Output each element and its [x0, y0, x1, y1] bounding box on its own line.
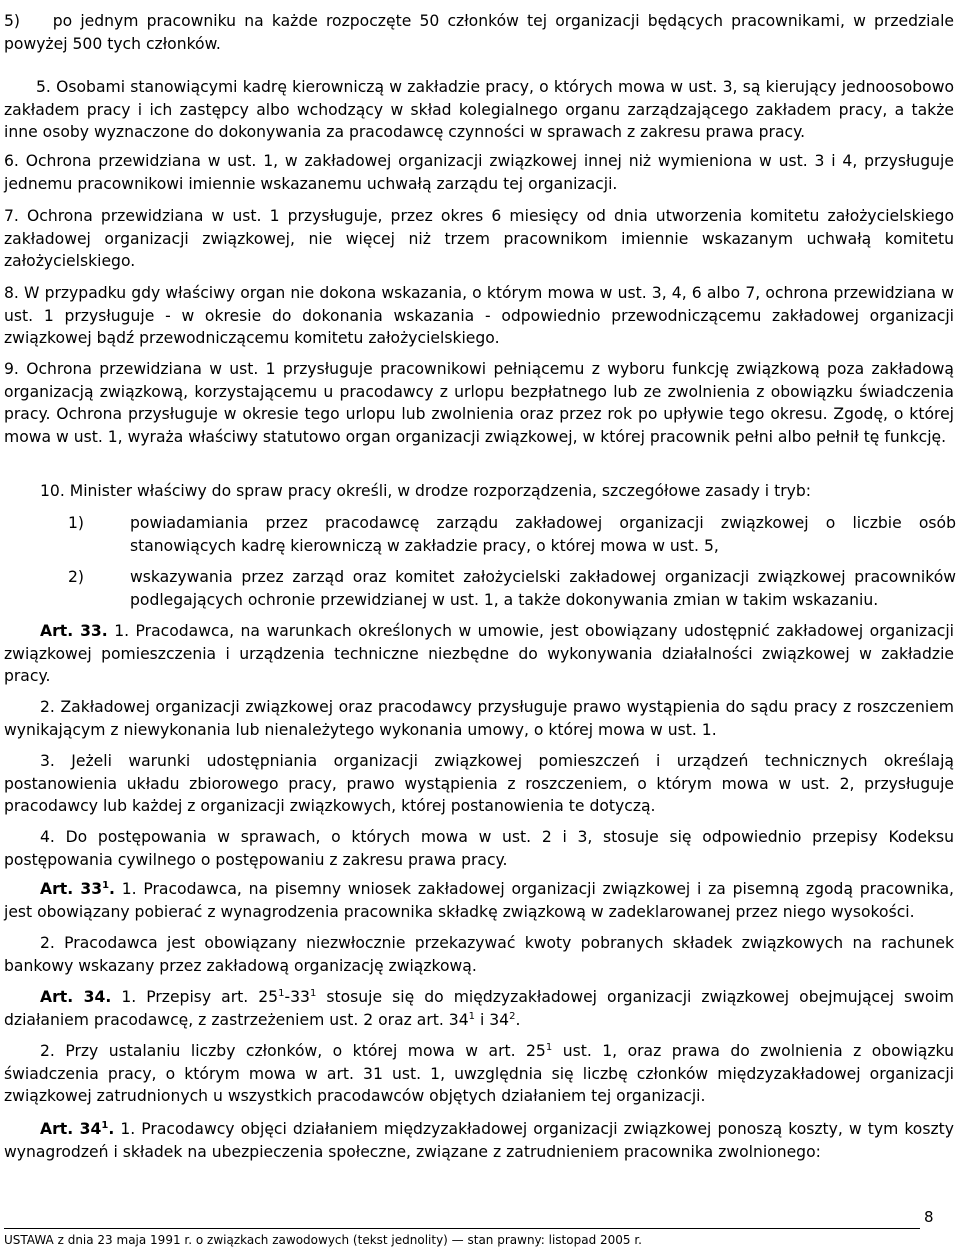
paragraph-art33-1: [4, 620, 954, 688]
paragraph-ust5: [4, 76, 954, 144]
superscript: 1: [545, 1042, 553, 1053]
paragraph-art331-2: [4, 932, 954, 977]
superscript: 1: [468, 1010, 476, 1022]
superscript: 1: [101, 1120, 109, 1131]
paragraph-ust10: [40, 480, 954, 503]
ust10-text: 10. Minister właściwy do spraw pracy określi, w drodze rozporządzenia, szczegółowe zasady i tryb:: [40, 482, 811, 500]
art331-2-text: 2. Pracodawca jest obowiązany niezwłocznie przekazywać kwoty pobranych składek związkowych na rachunek bankowy wskazany przez zakładową organizację związkową.: [4, 934, 954, 975]
art341-heading: [4, 1120, 114, 1138]
list-text: wskazywania przez zarząd oraz komitet założycielski zakładowej organizacji związkowej pracowników podlegających ochronie przewidzianej w ust. 1, a także dokonywania zmian w takim wskazaniu.: [130, 568, 956, 609]
paragraph-art341-1: [4, 1118, 954, 1163]
paragraph-art33-3: [4, 750, 954, 818]
list-text: powiadamiania przez pracodawcę zarządu zakładowej organizacji związkowej o liczbie osób stanowiących kadrę kierowniczą w zakładzie pracy, o której mowa w ust. 5,: [130, 514, 956, 555]
superscript: 1: [309, 988, 317, 999]
art331-label: Art. 33: [40, 880, 103, 898]
superscript: 1: [102, 880, 110, 891]
list-number: 2): [68, 568, 85, 586]
list-number: 1): [68, 514, 85, 532]
art34-1-text-a: 1. Przepisy art. 25: [111, 988, 279, 1006]
paragraph-art33-1-sup-1: [4, 878, 954, 923]
art331-label-end: .: [109, 880, 115, 898]
art33-2-text: 2. Zakładowej organizacji związkowej oraz pracodawcy przysługuje prawo wystąpienia do sądu pracy z roszczeniem wynikającym z niewykonania lub nienależytego wykonania umowy, o której mowa w ust. 1.: [4, 698, 954, 739]
art34-2-text-a: 2. Przy ustalaniu liczby członków, o której mowa w art. 25: [40, 1042, 546, 1060]
item-5-text: 5) po jednym pracowniku na każde rozpoczęte 50 członków tej organizacji będących pracownikami, w przedziale powyżej 500 tych członków.: [4, 12, 954, 53]
art33-4-text: 4. Do postępowania w sprawach, o których mowa w ust. 2 i 3, stosuje się odpowiednio przepisy Kodeksu postępowania cywilnego o postępowaniu z zakresu prawa pracy.: [4, 828, 954, 869]
art331-1-text: 1. Pracodawca, na pisemny wniosek zakładowej organizacji związkowej i za pisemną zgodą pracownika, jest obowiązany pobierać z wynagrodzenia pracownika składkę związkową w zadeklarowanej przez niego wysokości.: [4, 880, 954, 921]
superscript: 1: [278, 988, 285, 999]
art33-3-text: 3. Jeżeli warunki udostępniania organizacji związkowej pomieszczeń i urządzeń technicznych określają postanowienia układu zbiorowego pracy, prawo wystąpienia z roszczeniem, o którym mowa w ust. 2, przysługuje pracodawcy lub każdej z organizacji związkowych, której postanowienia te dotyczą.: [4, 752, 954, 816]
art341-label-end: .: [108, 1120, 115, 1138]
ust10-list-item-1: [4, 512, 954, 560]
footer-caption: USTAWA z dnia 23 maja 1991 r. o związkach zawodowych (tekst jednolity) — stan prawny: listopad 2005 r.: [4, 1233, 642, 1247]
item-5-continuation: [4, 10, 954, 55]
paragraph-ust8: [4, 282, 954, 350]
art33-heading: Art. 33.: [40, 622, 108, 640]
page-number: 8: [924, 1208, 934, 1226]
art331-heading: [4, 880, 115, 898]
paragraph-art33-4: [4, 826, 954, 871]
art34-1-text-c: stosuje się do międzyzakładowej organizacji związkowej obejmującej swoim działaniem pracodawcę, z zastrzeżeniem ust. 2 oraz art. 34: [4, 988, 954, 1029]
art34-1-text-e: .: [515, 1010, 521, 1029]
art341-1-text: 1. Pracodawcy objęci działaniem międzyzakładowej organizacji związkowej ponoszą koszty, w tym koszty wynagrodzeń i składek na ubezpieczenia społeczne, związane z zatrudnieniem pracownika zwolnionego:: [4, 1120, 954, 1161]
art33-1-text: 1. Pracodawca, na warunkach określonych w umowie, jest obowiązany udostępnić zakładowej organizacji związkowej pomieszczenia i urządzenia techniczne niezbędne do wykonywania działalności związkowej w zakładzie pracy.: [4, 622, 954, 686]
art34-1-text-d: i 34: [475, 1010, 510, 1029]
paragraph-art34-2: [4, 1040, 954, 1108]
footer-divider: [4, 1228, 920, 1229]
ust10-list-item-2: [4, 566, 954, 614]
ust6-text: 6. Ochrona przewidziana w ust. 1, w zakładowej organizacji związkowej innej niż wymieniona w ust. 3 i 4, przysługuje jednemu pracownikowi imiennie wskazanemu uchwałą zarządu tej organizacji.: [4, 152, 954, 193]
paragraph-ust6: [4, 150, 954, 195]
ust9-text: 9. Ochrona przewidziana w ust. 1 przysługuje pracownikowi pełniącemu z wyboru funkcję związkową poza zakładową organizacją związkową, korzystającemu u pracodawcy z urlopu bezpłatnego lub ze zwolnienia z obowiązku świadczenia pracy. Ochrona przysługuje w okresie tego urlopu lub zwolnienia oraz przez rok po upływie tego okresu. Zgodę, o której mowa w ust. 1, wyraża właściwy statutowo organ organizacji związkowej, w której pracownik pełni albo pełnił tę funkcję.: [4, 360, 954, 446]
paragraph-ust7: [4, 205, 954, 273]
superscript: 2: [509, 1010, 516, 1022]
art34-2-text-b: ust. 1, oraz prawa do zwolnienia z obowiązku świadczenia pracy, o którym mowa w art. 31 ust. 1, uwzględnia się liczbę członków międzyzakładowej organizacji związkowej zatrudnionych u wszystkich pracodawców objętych działaniem tej organizacji.: [4, 1042, 954, 1106]
art34-heading: Art. 34.: [40, 988, 112, 1006]
ust5-text: 5. Osobami stanowiącymi kadrę kierowniczą w zakładzie pracy, o których mowa w ust. 3, są kierujący jednoosobowo zakładem pracy i ich zastępcy albo wchodzący w skład kolegialnego organu zarządzającego zakładem pracy, a także inne osoby wyznaczone do dokonywania za pracodawcę czynności w sprawach z zakresu prawa pracy.: [4, 78, 954, 142]
ust8-text: 8. W przypadku gdy właściwy organ nie dokona wskazania, o którym mowa w ust. 3, 4, 6 albo 7, ochrona przewidziana w ust. 1 przysługuje - w okresie do dokonania wskazania - odpowiednio przewodniczącemu zakładowej organizacji związkowej bądź przewodniczącemu komitetu założycielskiego.: [4, 284, 954, 348]
paragraph-ust9: [4, 358, 954, 448]
paragraph-art33-2: [4, 696, 954, 741]
art341-label: Art. 34: [40, 1120, 102, 1138]
art34-1-text-b: -33: [284, 988, 310, 1006]
ust7-text: 7. Ochrona przewidziana w ust. 1 przysługuje, przez okres 6 miesięcy od dnia utworzenia komitetu założycielskiego zakładowej organizacji związkowej, nie więcej niż trzem pracownikom imiennie wskazanym uchwałą komitetu założycielskiego.: [4, 207, 954, 271]
paragraph-art34-1: [4, 986, 954, 1031]
